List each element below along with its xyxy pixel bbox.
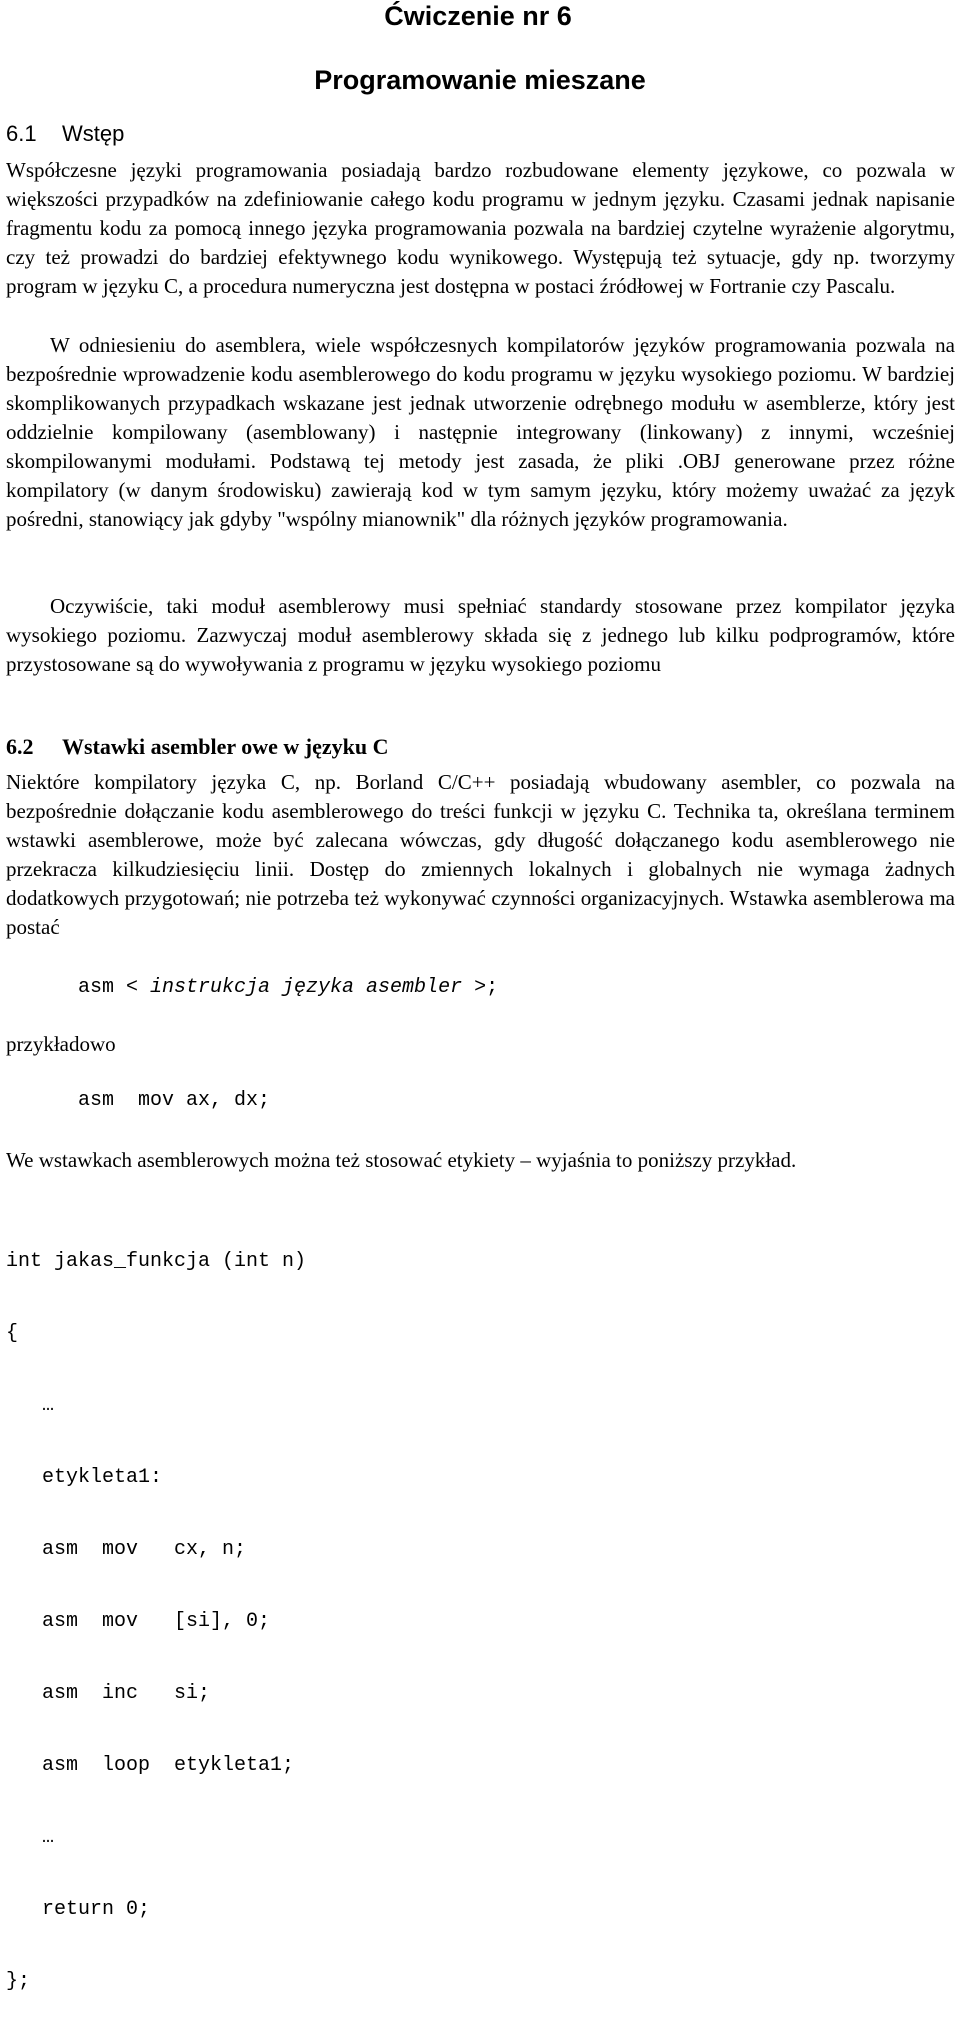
asm-syntax	[78, 976, 498, 1000]
asm-syntax-suffix: >;	[462, 976, 499, 999]
paragraph-intro-2: W odniesieniu do asemblera, wiele współczesnych kompilatorów języków programowania pozwala na bezpośrednie wprowadzenie kodu asemblerowego do kodu programu w języku wysokiego poziomu. W bardziej skomplikowanych przypadkach wskazane jest jednak utworzenie odrębnego modułu w asemblerze, który jest oddzielnie kompilowany (asemblowany) i następnie integrowany (linkowany) z innymi, wcześniej skompilowanymi modułami. Podstawą tej metody jest zasada, że pliki .OBJ generowane przez różne kompilatory (w danym środowisku) zawierają kod w tym samym języku, który możemy uważać za język pośredni, stanowiący jak gdyby "wspólny mianownik" dla różnych języków programowania.	[6, 333, 955, 531]
section-2-title: Wstawki asembler owe w języku C	[62, 734, 389, 759]
code-line: {	[6, 1322, 19, 1345]
code-line: return 0;	[6, 1898, 151, 1921]
section-1-title: Wstęp	[62, 121, 125, 146]
code-line: asm mov [si], 0;	[6, 1610, 271, 1633]
section-1-number: 6.1	[6, 121, 37, 146]
paragraph-inline-asm: Niektóre kompilatory języka C, np. Borland C/C++ posiadają wbudowany asembler, co pozwala na bezpośrednie dołączanie kodu asemblerowego do treści funkcji w języku C. Technika ta, określana terminem wstawki asemblerowe, może być zalecana wówczas, gdy długość dołączanego kodu asemblerowego nie przekracza kilkudziesięciu linii. Dostęp do zmiennych lokalnych i globalnych nie wymaga żadnych dodatkowych przygotowań; nie potrzeba też wykonywać czynności organizacyjnych. Wstawka asemblerowa ma postać	[6, 770, 955, 939]
asm-syntax-prefix: asm <	[78, 976, 151, 999]
example-code: asm mov ax, dx;	[78, 1089, 271, 1112]
document-subtitle: Programowanie mieszane	[314, 65, 646, 95]
section-1-heading	[6, 120, 124, 148]
code-line: …	[6, 1394, 55, 1417]
code-line: asm inc si;	[6, 1682, 211, 1705]
code-line: etykleta1:	[6, 1466, 163, 1489]
code-line: int jakas_funkcja (int n)	[6, 1250, 307, 1273]
section-2-number: 6.2	[6, 734, 34, 759]
code-line: };	[6, 1970, 31, 1993]
section-2-heading	[6, 733, 389, 761]
document-title: Ćwiczenie nr 6	[384, 1, 572, 31]
example-label: przykładowo	[6, 1032, 116, 1056]
code-block	[6, 1202, 306, 2042]
code-line: asm mov cx, n;	[6, 1538, 247, 1561]
paragraph-intro-3: Oczywiście, taki moduł asemblerowy musi spełniać standardy stosowane przez kompilator języka wysokiego poziomu. Zazwyczaj moduł asemblerowy składa się z jednego lub kilku podprogramów, które przystosowane są do wywoływania z programu w języku wysokiego poziomu	[6, 594, 955, 676]
code-line: asm loop etykleta1;	[6, 1754, 295, 1777]
asm-syntax-placeholder: instrukcja języka asembler	[150, 976, 463, 999]
paragraph-labels: We wstawkach asemblerowych można też stosować etykiety – wyjaśnia to poniższy przykład.	[6, 1148, 797, 1172]
paragraph-intro-1: Współczesne języki programowania posiadają bardzo rozbudowane elementy językowe, co pozwala w większości przypadków na zdefiniowanie całego kodu programu w jednym języku. Czasami jednak napisanie fragmentu kodu za pomocą innego języka programowania pozwala na bardziej czytelne wyrażenie algorytmu, czy też prowadzi do bardziej efektywnego kodu wynikowego. Występują też sytuacje, gdy np. tworzymy program w języku C, a procedura numeryczna jest dostępna w postaci źródłowej w Fortranie czy Pascalu.	[6, 158, 955, 298]
code-line: …	[6, 1826, 55, 1849]
